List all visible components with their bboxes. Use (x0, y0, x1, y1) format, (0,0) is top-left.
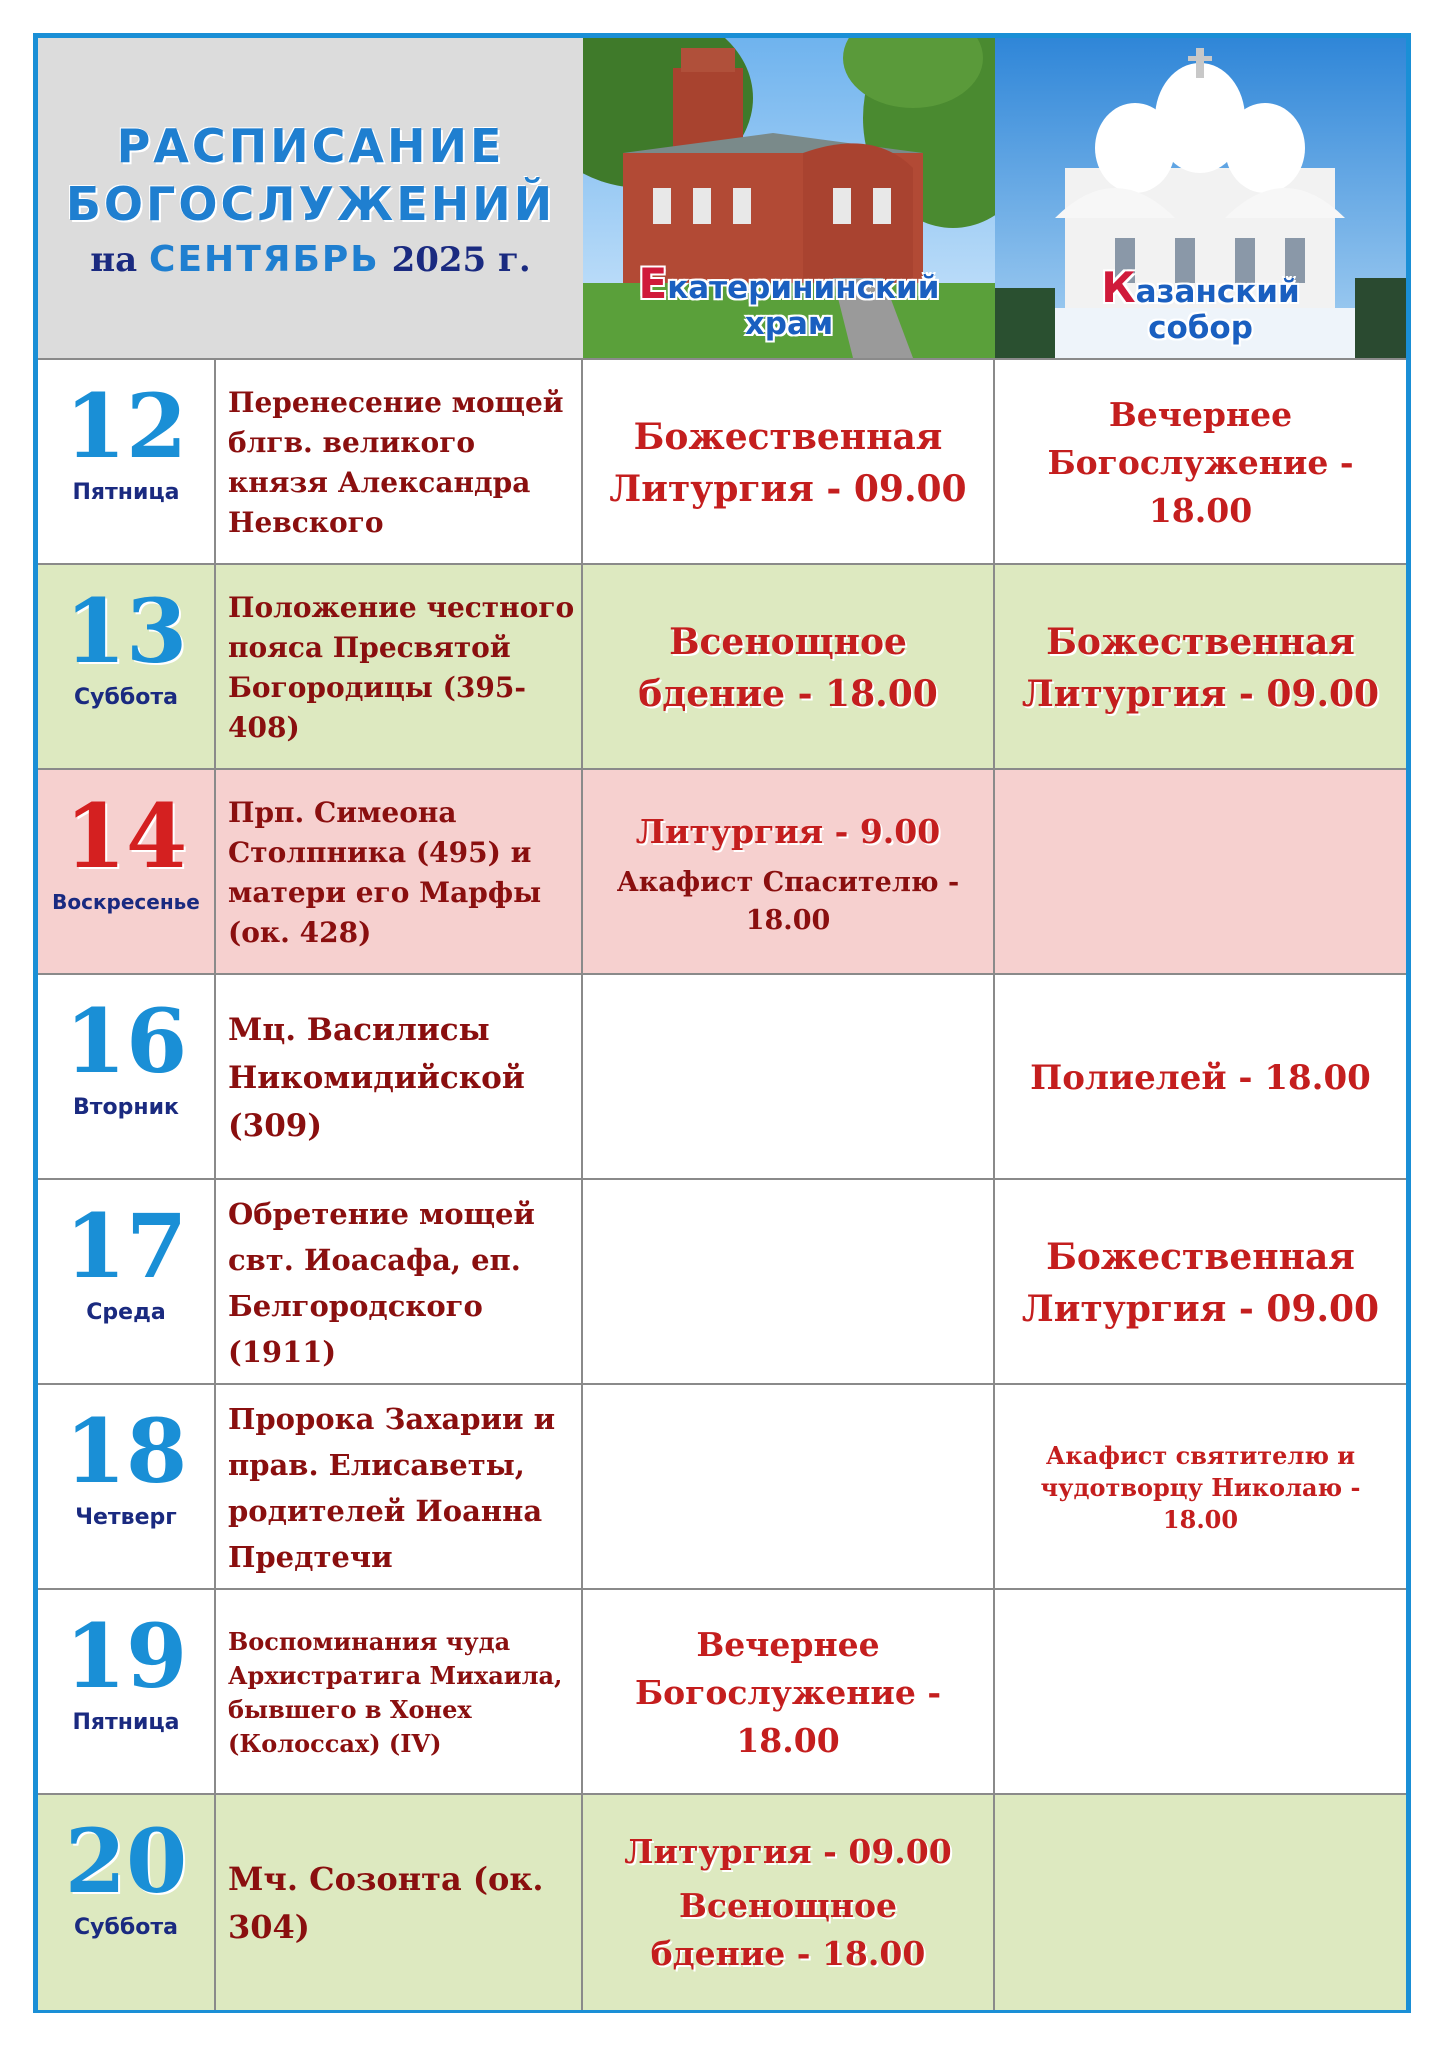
date-cell (38, 1795, 216, 2010)
date-cell (38, 1385, 216, 1590)
table-row (38, 563, 1406, 770)
day-of-week: Пятница (72, 1710, 180, 1735)
title-line-1: РАСПИСАНИЕ (116, 118, 505, 173)
ekaterininsky-service-cell (583, 565, 995, 770)
service-text: Полиелей - 18.00 (1030, 1057, 1371, 1098)
date-cell (38, 1590, 216, 1795)
day-number: 18 (64, 1399, 188, 1503)
service-text: Всенощное бдение - 18.00 (638, 620, 938, 715)
feast-text: Пророка Захарии и прав. Елисаветы, родителей Иоанна Предтечи (228, 1401, 556, 1574)
kazansky-cathedral-photo (995, 38, 1406, 358)
day-of-week: Суббота (74, 1915, 178, 1940)
ekaterininsky-cap-letter: Е (638, 259, 668, 308)
title-month: СЕНТЯБРЬ (149, 238, 380, 280)
kazansky-service-cell (995, 360, 1406, 565)
day-number: 17 (64, 1194, 188, 1298)
service-subtext: Акафист Спасителю - 18.00 (616, 866, 960, 936)
date-cell (38, 1180, 216, 1385)
feast-cell (216, 1385, 583, 1590)
kazansky-service-cell (995, 975, 1406, 1180)
table-row (38, 768, 1406, 975)
title-block (38, 38, 583, 358)
service-subtext (995, 1440, 1406, 1536)
service-text: Вечернее Богослужение - 18.00 (1047, 394, 1354, 530)
kazansky-service-cell (995, 1180, 1406, 1385)
day-number: 12 (64, 374, 188, 478)
kazansky-service-cell (995, 1385, 1406, 1590)
kazansky-name-line2: собор (1148, 310, 1253, 346)
date-cell (38, 565, 216, 770)
feast-cell (216, 1795, 583, 2010)
feast-text: Прп. Симеона Столпника (495) и матери его Марфы (ок. 428) (228, 795, 542, 949)
feast-text: Воспоминания чуда Архистратига Михаила, бывшего в Хонех (Колоссах) (IV) (228, 1626, 563, 1758)
feast-text: Мц. Василисы Никомидийской (309) (228, 1011, 525, 1144)
title-year: 2025 г. (391, 239, 531, 280)
schedule-frame (33, 33, 1411, 2013)
ekaterininsky-name: катерининский (667, 270, 940, 306)
kazansky-name: азанский (1135, 274, 1300, 310)
feast-cell (216, 1590, 583, 1795)
kazansky-service-cell (995, 565, 1406, 770)
feast-text: Положение честного пояса Пресвятой Богородицы (395-408) (228, 590, 575, 744)
day-number: 19 (64, 1604, 188, 1708)
kazansky-cathedral-label (995, 263, 1406, 346)
table-row (38, 358, 1406, 565)
ekaterininsky-church-photo (583, 38, 995, 358)
table-row (38, 1588, 1406, 1795)
title-month-line (90, 239, 530, 280)
feast-cell (216, 360, 583, 565)
feast-cell (216, 975, 583, 1180)
feast-text: Перенесение мощей блгв. великого князя Александра Невского (228, 385, 564, 539)
title-line-2: БОГОСЛУЖЕНИЙ (65, 176, 556, 231)
ekaterininsky-service-cell (583, 1795, 995, 2010)
service-text: Божественная Литургия - 09.00 (609, 415, 967, 510)
date-cell (38, 360, 216, 565)
table-row (38, 973, 1406, 1180)
title-prefix: на (90, 239, 138, 280)
table-row (38, 1383, 1406, 1590)
kazansky-service-cell (995, 1795, 1406, 2010)
ekaterininsky-service-cell (583, 360, 995, 565)
feast-cell (216, 770, 583, 975)
service-text-2: Всенощное бдение - 18.00 (650, 1885, 926, 1973)
day-number: 13 (64, 579, 188, 683)
feast-text: Мч. Созонта (ок. 304) (228, 1859, 544, 1946)
ekaterininsky-service-cell (583, 1180, 995, 1385)
day-number: 14 (64, 784, 188, 888)
ekaterininsky-church-label (583, 259, 995, 342)
service-text: Литургия - 9.00 (635, 811, 941, 851)
day-of-week: Среда (86, 1300, 166, 1325)
day-number: 20 (64, 1809, 188, 1913)
feast-text: Обретение мощей свт. Иоасафа, еп. Белгородского (1911) (228, 1196, 535, 1369)
day-of-week: Суббота (74, 685, 178, 710)
table-row (38, 1793, 1406, 2010)
kazansky-service-cell (995, 770, 1406, 975)
day-of-week: Пятница (72, 480, 180, 505)
table-row (38, 1178, 1406, 1385)
schedule-table (38, 38, 1406, 2008)
feast-cell (216, 1180, 583, 1385)
day-of-week: Вторник (73, 1095, 179, 1120)
date-cell (38, 770, 216, 975)
service-text: Вечернее Богослужение - 18.00 (634, 1624, 942, 1760)
ekaterininsky-service-cell (583, 770, 995, 975)
ekaterininsky-name-line2: храм (744, 306, 834, 342)
ekaterininsky-service-cell (583, 1385, 995, 1590)
service-text: Божественная Литургия - 09.00 (1021, 1235, 1380, 1330)
day-number: 16 (64, 989, 188, 1093)
date-cell (38, 975, 216, 1180)
kazansky-service-cell (995, 1590, 1406, 1795)
feast-cell (216, 565, 583, 770)
service-text: Божественная Литургия - 09.00 (1021, 620, 1380, 715)
day-of-week: Воскресенье (52, 890, 200, 914)
ekaterininsky-service-cell (583, 975, 995, 1180)
kazansky-cap-letter: К (1101, 263, 1136, 312)
service-text: Литургия - 09.00 (624, 1831, 952, 1871)
day-of-week: Четверг (75, 1505, 177, 1530)
ekaterininsky-service-cell (583, 1590, 995, 1795)
akathist-text: Акафист святителю и чудотворцу Николаю - 18.00 (1040, 1440, 1361, 1534)
